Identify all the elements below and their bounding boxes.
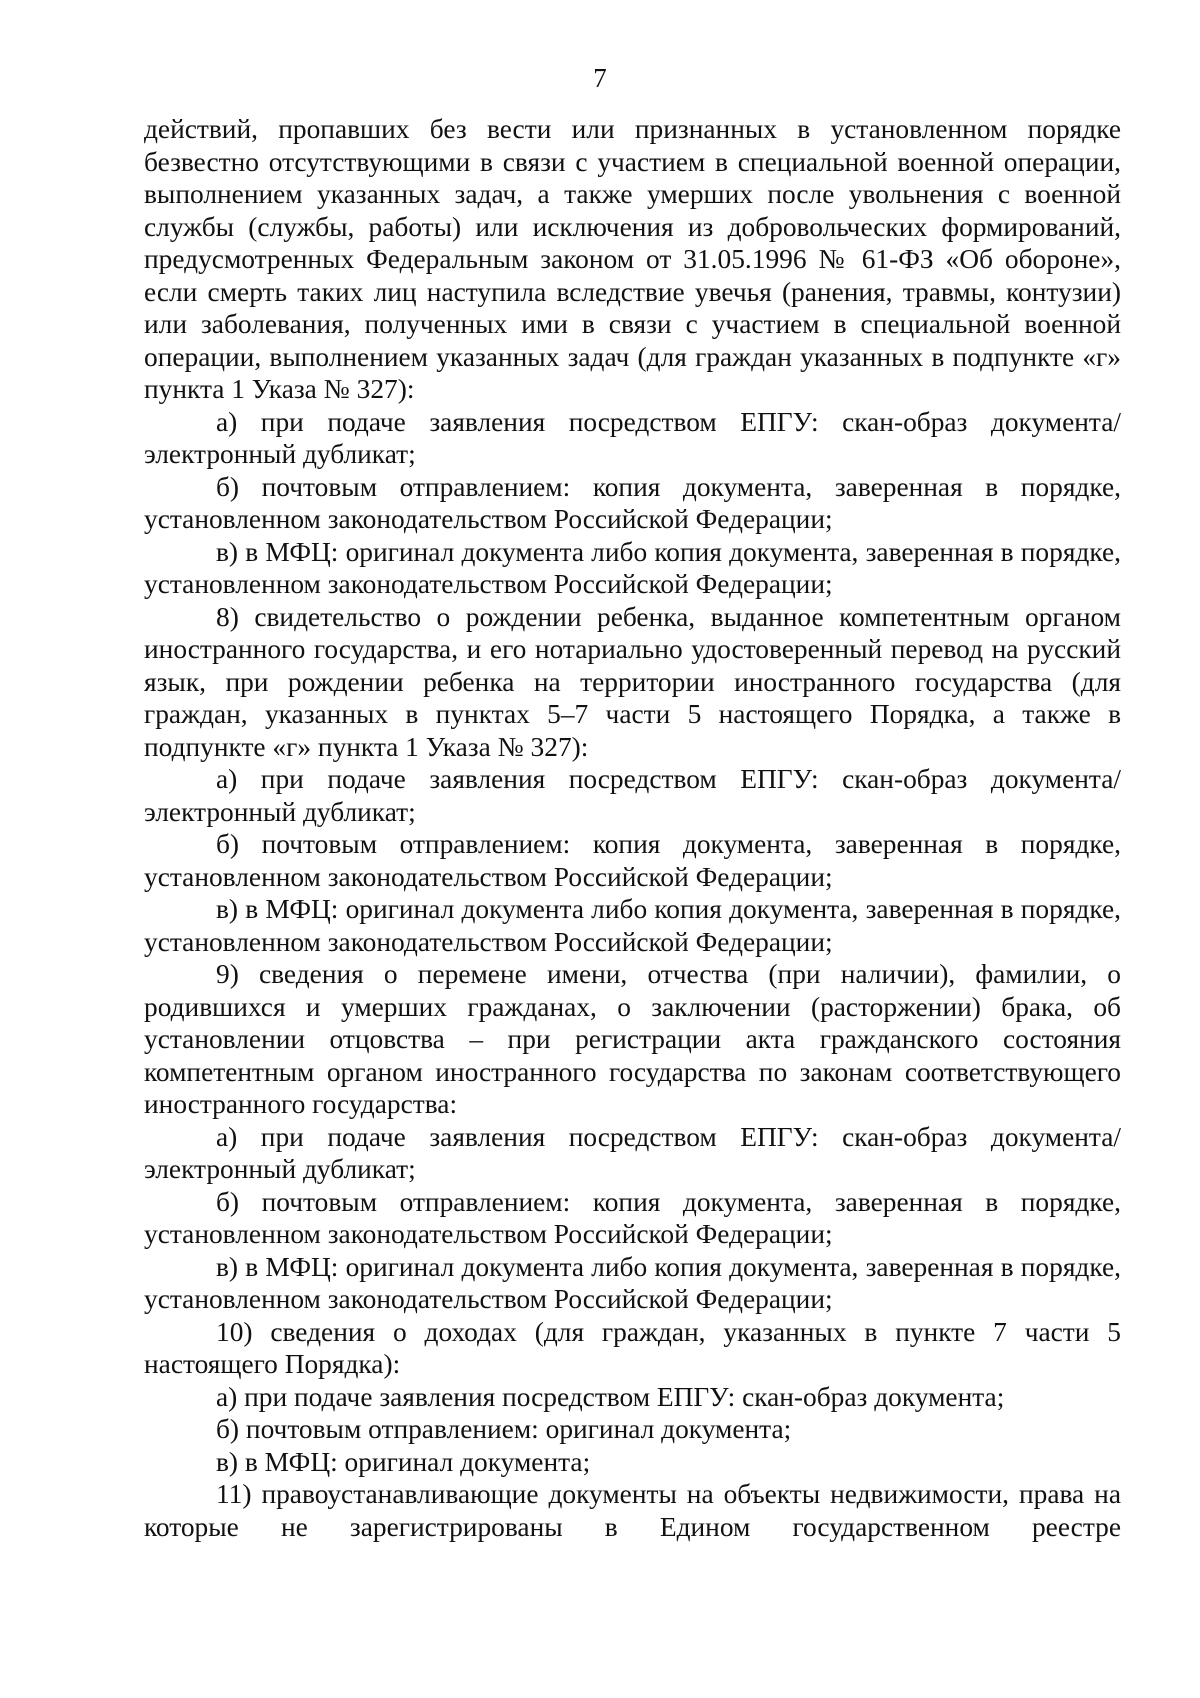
paragraph-item-11: 11) правоустанавливающие документы на объекты недвижимости, права на которые не зарегистрированы в Едином государственном реестре: [144, 1479, 1121, 1542]
paragraph-item-c: в) в МФЦ: оригинал документа либо копия документа, заверенная в порядке, установленном законодательством Российской Федерации;: [144, 1251, 1121, 1314]
paragraph-item-b: б) почтовым отправлением: копия документа, заверенная в порядке, установленном законодательством Российской Федерации;: [144, 1186, 1121, 1249]
paragraph-item-a: а) при подаче заявления посредством ЕПГУ: скан-образ документа/электронный дубликат;: [144, 1121, 1121, 1184]
paragraph-item-a: а) при подаче заявления посредством ЕПГУ: скан-образ документа;: [216, 1381, 1005, 1412]
paragraph-continuation: действий, пропавших без вести или признанных в установленном порядке безвестно отсутствующими в связи с участием в специальной военной операции, выполнением указанных задач, а также умерших после увольнения с военной службы (службы, работы) или исключения из добровольческих формирований, предусмотренных Федеральным законом от 31.05.1996 № 61-ФЗ «Об обороне», если смерть таких лиц наступила вследствие увечья (ранения, травмы, контузии) или заболевания, полученных ими в связи с участием в специальной военной операции, выполнением указанных задач (для граждан указанных в подпункте «г» пункта 1 Указа № 327):: [144, 114, 1121, 404]
page-number: 7: [593, 63, 607, 93]
paragraph-item-a: а) при подаче заявления посредством ЕПГУ: скан-образ документа/электронный дубликат;: [144, 406, 1121, 469]
paragraph-item-a: а) при подаче заявления посредством ЕПГУ: скан-образ документа/электронный дубликат;: [144, 764, 1121, 827]
paragraph-item-c: в) в МФЦ: оригинал документа либо копия документа, заверенная в порядке, установленном законодательством Российской Федерации;: [144, 536, 1121, 599]
paragraph-item-10: 10) сведения о доходах (для граждан, указанных в пункте 7 части 5 настоящего Порядка):: [144, 1316, 1121, 1379]
paragraph-item-c: в) в МФЦ: оригинал документа;: [216, 1446, 591, 1477]
paragraph-item-b: б) почтовым отправлением: копия документа, заверенная в порядке, установленном законодательством Российской Федерации;: [144, 829, 1121, 892]
paragraph-item-8: 8) свидетельство о рождении ребенка, выданное компетентным органом иностранного государства, и его нотариально удостоверенный перевод на русский язык, при рождении ребенка на территории иностранного государства (для граждан, указанных в пунктах 5–7 части 5 настоящего Порядка, а также в подпункте «г» пункта 1 Указа № 327):: [144, 601, 1121, 762]
document-body: [144, 113, 1121, 1543]
paragraph-item-b: б) почтовым отправлением: оригинал документа;: [216, 1414, 792, 1444]
paragraph-item-b: б) почтовым отправлением: копия документа, заверенная в порядке, установленном законодательством Российской Федерации;: [144, 471, 1121, 534]
paragraph-item-9: 9) сведения о перемене имени, отчества (при наличии), фамилии, о родившихся и умерших гражданах, о заключении (расторжении) брака, об установлении отцовства – при регистрации акта гражданского состояния компетентным органом иностранного государства по законам соответствующего иностранного государства:: [144, 959, 1121, 1119]
paragraph-item-c: в) в МФЦ: оригинал документа либо копия документа, заверенная в порядке, установленном законодательством Российской Федерации;: [144, 894, 1121, 957]
